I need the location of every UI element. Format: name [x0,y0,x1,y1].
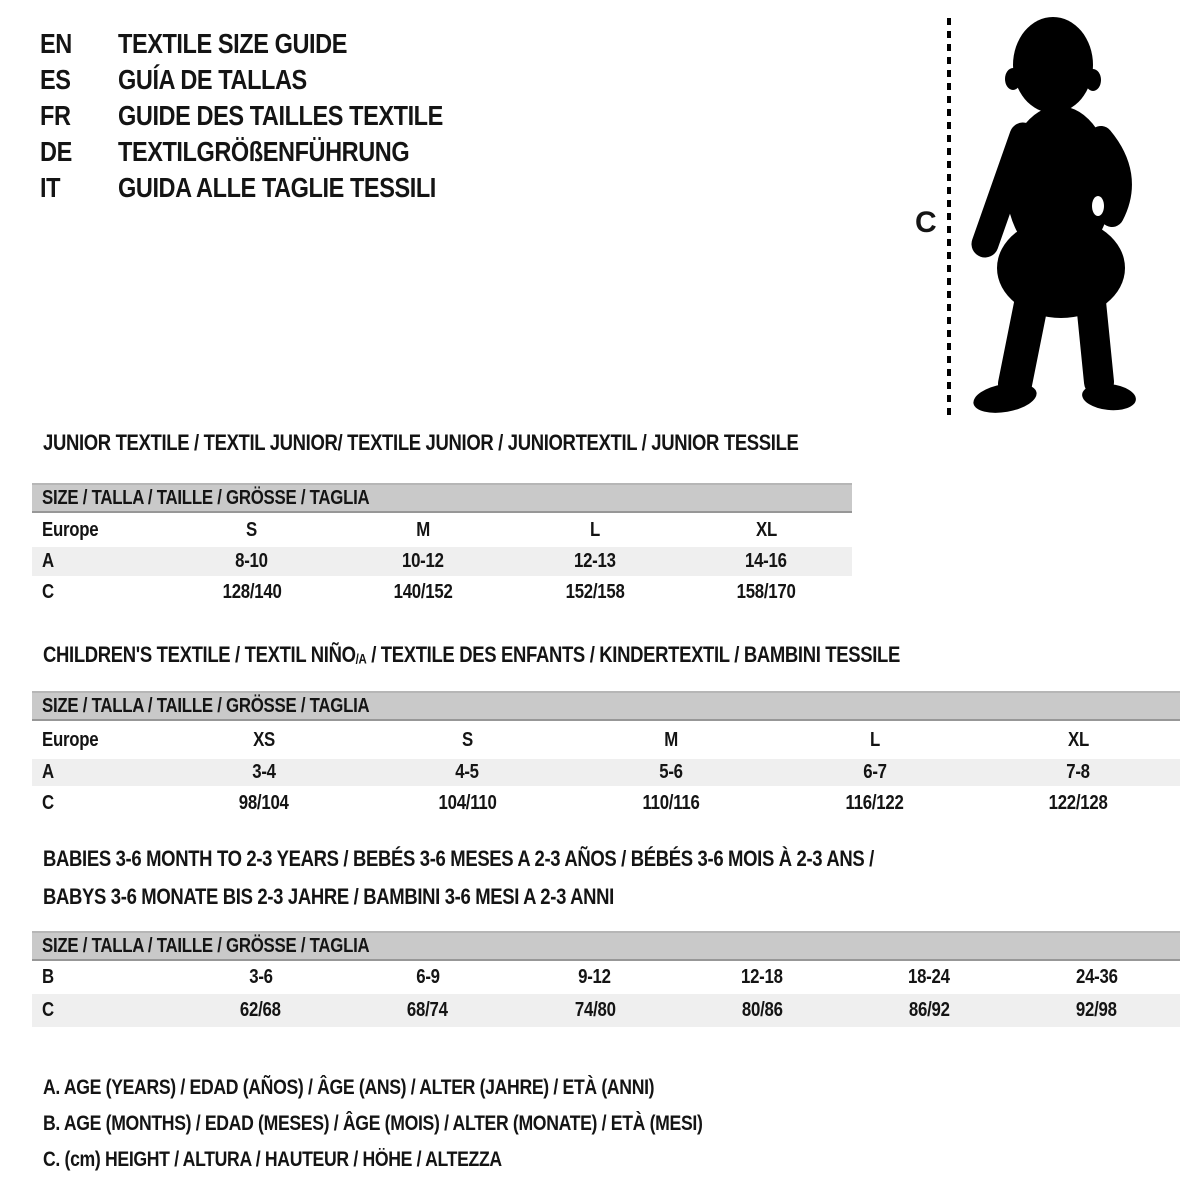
height-cell: 68/74 [344,994,511,1027]
age-cell: 18-24 [908,966,951,988]
age-cell: 6-9 [415,966,440,988]
measure-legend [43,1070,828,1178]
age-cell: 12-13 [509,547,681,576]
legend-line-a: A. AGE (YEARS) / EDAD (AÑOS) / ÂGE (ANS) / ALTER (JAHRE) / ETÀ (ANNI) [43,1076,655,1099]
children-size-table [32,691,1180,820]
language-title: TEXTILE SIZE GUIDE [118,28,347,59]
size-cell: M [664,728,678,751]
age-cell: 10-12 [338,547,510,576]
language-title: GUÍA DE TALLAS [118,64,307,95]
table-header-row [32,484,852,512]
measure-c-label: C [915,206,937,239]
language-title: GUIDA ALLE TAGLIE TESSILI [118,172,436,203]
size-cell: L [869,728,880,751]
table-header-text: SIZE / TALLA / TAILLE / GRÖSSE / TAGLIA [42,694,370,717]
height-cell: 158/170 [736,581,796,603]
language-row-en [40,26,505,62]
size-cell: S [461,728,473,751]
height-cell: 92/98 [1013,994,1180,1027]
children-section-heading-text: CHILDREN'S TEXTILE / TEXTIL NIÑO/A / TEXTILE DES ENFANTS / KINDERTEXTIL / BAMBINI TESSILE [43,642,900,667]
height-cell: 140/152 [393,581,453,603]
language-code-text: FR [40,100,71,131]
language-code [40,170,118,206]
height-cell: 152/158 [565,581,625,603]
row-label-cell: A [32,547,166,576]
table-row [32,759,1180,786]
language-title: TEXTILGRÖßENFÜHRUNG [118,136,410,167]
row-label-cell: C [42,791,54,814]
junior-size-table [32,483,852,609]
row-label-cell: B [42,966,54,988]
row-label-cell: A [32,759,162,786]
table-header-cell [32,484,852,512]
table-header-row [32,692,1180,720]
table-header-row [32,932,1180,960]
size-cell: L [589,518,600,541]
junior-section-heading-text: JUNIOR TEXTILE / TEXTIL JUNIOR/ TEXTILE JUNIOR / JUNIORTEXTIL / JUNIOR TESSILE [43,430,799,455]
language-row-de [40,134,505,170]
table-row [32,720,1180,759]
junior-section-heading [43,430,942,456]
height-cell: 122/128 [1048,791,1108,814]
language-code-text: IT [40,172,61,203]
language-title: GUIDE DES TAILLES TEXTILE [118,100,443,131]
table-row [32,547,852,576]
age-cell: 7-8 [976,759,1180,786]
height-cell: 116/122 [845,791,904,814]
legend-line-c: C. (cm) HEIGHT / ALTURA / HAUTEUR / HÖHE / ALTEZZA [43,1148,502,1171]
table-header-text: SIZE / TALLA / TAILLE / GRÖSSE / TAGLIA [42,934,370,957]
height-cell: 62/68 [177,994,344,1027]
language-code [40,26,118,62]
table-row [32,512,852,547]
row-label-cell: C [42,581,54,603]
age-cell: 3-4 [162,759,366,786]
babies-heading-line-2: BABYS 3-6 MONATE BIS 2-3 JAHRE / BAMBINI 3-6 MESI A 2-3 ANNI [43,884,614,909]
language-row-it [40,170,505,206]
language-title-list [40,26,505,206]
table-header-cell [32,932,1180,960]
age-cell: 24-36 [1075,966,1118,988]
size-cell: M [416,518,431,541]
age-cell: 12-18 [741,966,783,988]
height-cell: 110/116 [642,791,700,814]
size-cell: XS [252,728,275,751]
language-row-es [40,62,505,98]
babies-section-heading [43,840,1032,916]
size-cell: S [246,518,258,541]
height-dashed-line-icon [947,18,951,416]
language-code-text: ES [40,64,71,95]
table-header-text: SIZE / TALLA / TAILLE / GRÖSSE / TAGLIA [42,486,370,509]
legend-line-b: B. AGE (MONTHS) / EDAD (MESES) / ÂGE (MOIS) / ALTER (MONATE) / ETÀ (MESI) [43,1112,703,1135]
babies-size-table [32,931,1180,1027]
children-section-heading [43,642,1063,673]
age-cell: 5-6 [569,759,773,786]
row-label-cell: Europe [42,728,99,751]
language-code-text: EN [40,28,72,59]
age-cell: 9-12 [578,966,612,988]
table-header-cell [32,692,1180,720]
babies-heading-line-1: BABIES 3-6 MONTH TO 2-3 YEARS / BEBÉS 3-6 MESES A 2-3 AÑOS / BÉBÉS 3-6 MOIS À 2-3 ANS / [43,846,874,871]
height-cell: 98/104 [238,791,289,814]
height-cell: 128/140 [222,581,282,603]
row-label-cell: Europe [42,518,99,541]
age-cell: 14-16 [681,547,853,576]
row-label-cell: C [32,994,177,1027]
age-cell: 3-6 [248,966,273,988]
age-cell: 6-7 [773,759,977,786]
age-cell: 4-5 [366,759,570,786]
language-code [40,98,118,134]
height-cell: 80/86 [678,994,845,1027]
language-row-fr [40,98,505,134]
size-cell: XL [755,518,777,541]
height-measure-figure [905,8,1197,422]
height-cell: 104/110 [438,791,497,814]
height-cell: 74/80 [511,994,678,1027]
table-row [32,994,1180,1027]
table-row [32,786,1180,820]
toddler-silhouette-icon [963,12,1143,417]
language-code [40,134,118,170]
age-cell: 8-10 [166,547,338,576]
language-code-text: DE [40,136,72,167]
table-row [32,576,852,609]
language-code [40,62,118,98]
size-cell: XL [1067,728,1089,751]
height-cell: 86/92 [846,994,1013,1027]
table-row [32,960,1180,994]
